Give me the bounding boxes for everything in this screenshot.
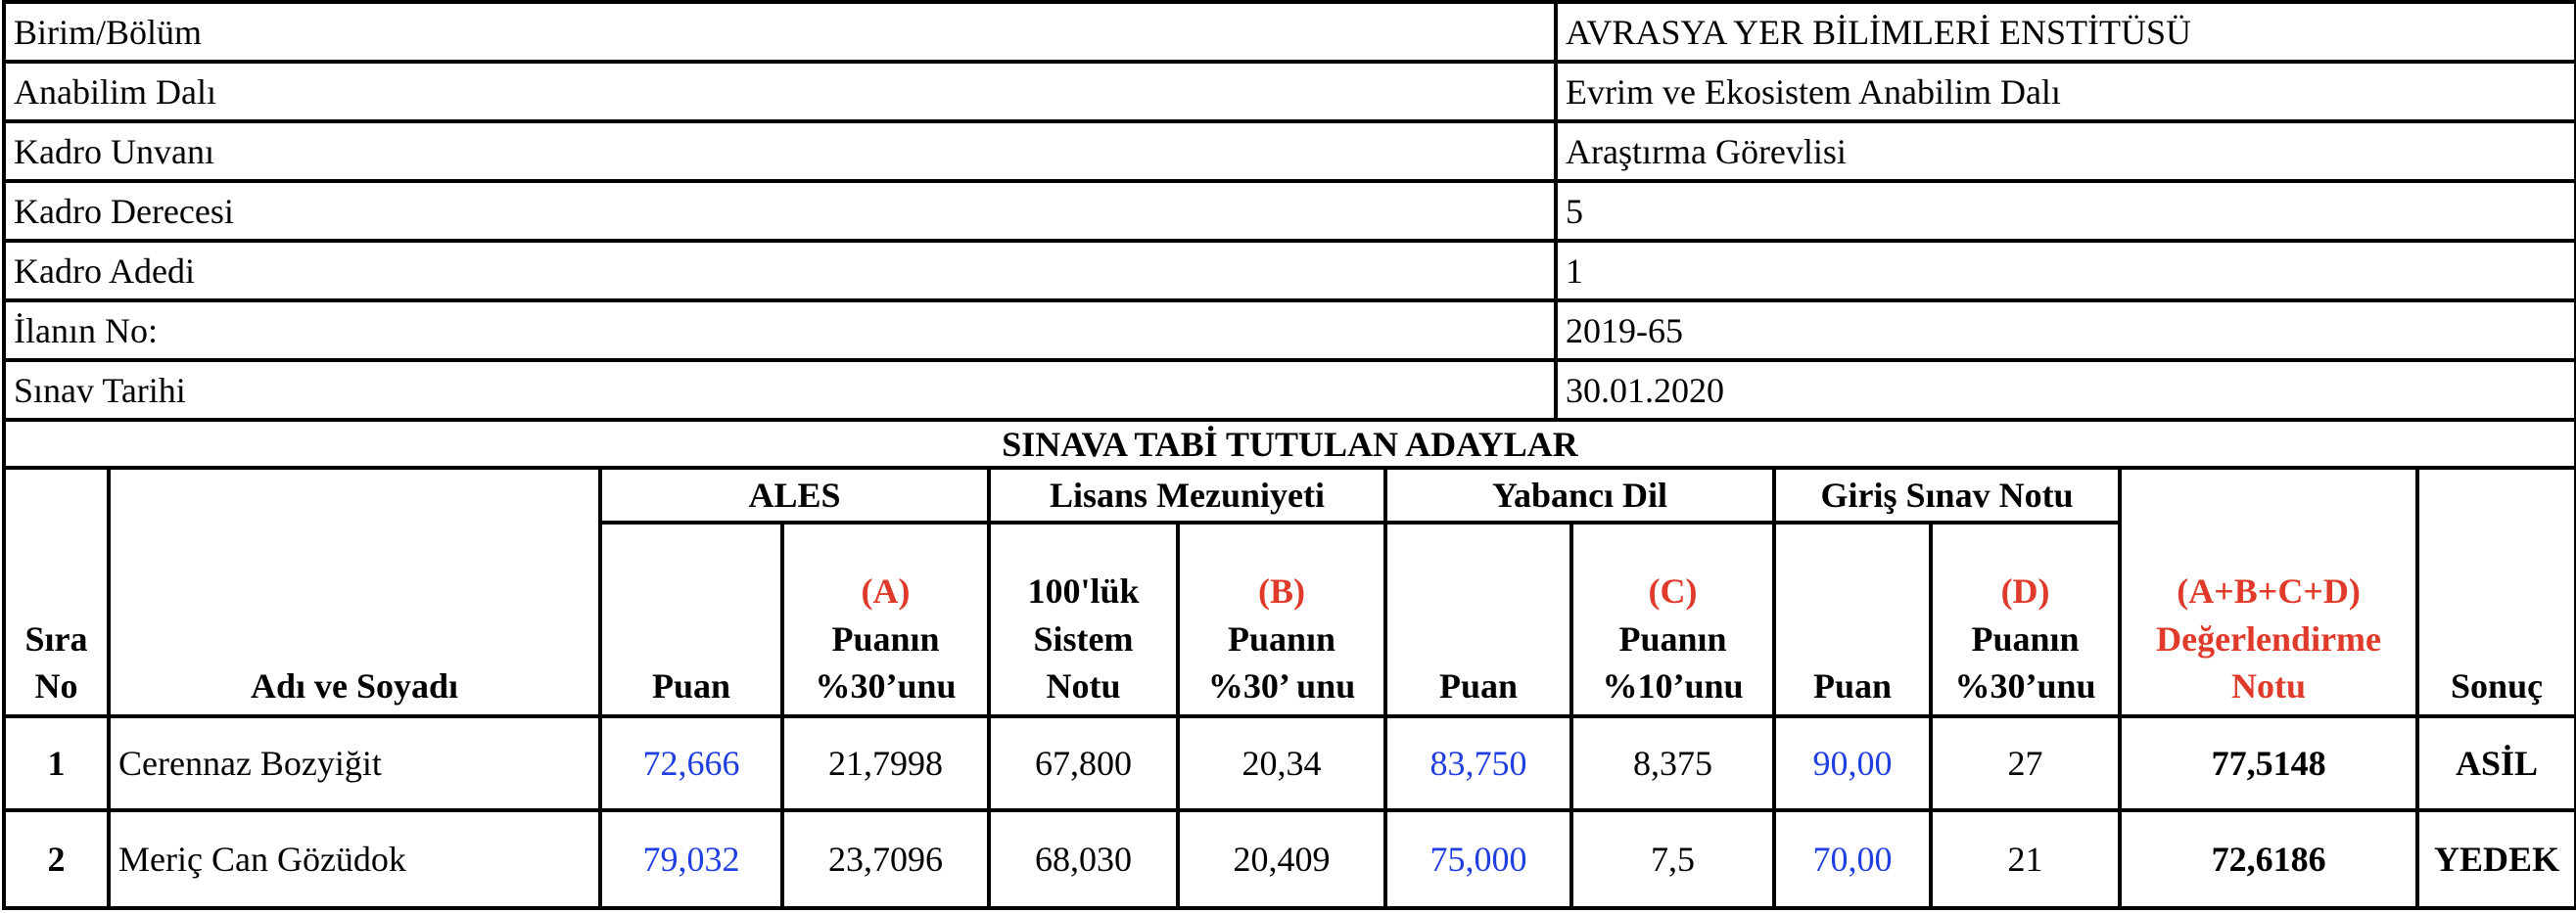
header-sira-no <box>4 468 109 716</box>
info-row <box>4 121 2576 181</box>
candidate-ales-a: 23,7096 <box>782 810 989 908</box>
candidate-name: Meriç Can Gözüdok <box>109 810 600 908</box>
candidate-lisans-b: 20,34 <box>1178 716 1385 810</box>
candidate-lisans-b: 20,409 <box>1178 810 1385 908</box>
header-100-line1: 100'lük <box>1027 571 1140 612</box>
header-giris-puan: Puan <box>1774 523 1931 716</box>
header-group-giris: Giriş Sınav Notu <box>1774 468 2120 523</box>
info-label: Sınav Tarihi <box>4 360 1556 420</box>
info-row <box>4 62 2576 121</box>
candidate-ales-puan: 72,666 <box>600 716 782 810</box>
header-lisans-100 <box>989 523 1178 716</box>
candidate-dil-puan: 83,750 <box>1385 716 1571 810</box>
header-total <box>2120 468 2417 716</box>
header-sira-line1: Sıra <box>24 618 88 659</box>
header-dil-c <box>1571 523 1774 716</box>
candidates-table <box>2 466 2576 910</box>
candidate-total: 77,5148 <box>2120 716 2417 810</box>
header-c-line1: Puanın <box>1618 618 1727 659</box>
candidate-name: Cerennaz Bozyiğit <box>109 716 600 810</box>
header-a-line1: Puanın <box>831 618 940 659</box>
header-a-line2: %30’unu <box>815 666 957 707</box>
info-label: Kadro Adedi <box>4 241 1556 300</box>
candidate-row <box>4 716 2576 810</box>
info-table-body <box>4 2 2576 468</box>
info-value: AVRASYA YER BİLİMLERİ ENSTİTÜSÜ <box>1556 2 2576 62</box>
header-dil-puan: Puan <box>1385 523 1571 716</box>
candidate-giris-puan: 90,00 <box>1774 716 1931 810</box>
info-value: Araştırma Görevlisi <box>1556 121 2576 181</box>
header-result: Sonuç <box>2417 468 2576 716</box>
info-value: 5 <box>1556 181 2576 241</box>
candidate-ales-puan: 79,032 <box>600 810 782 908</box>
candidate-dil-c: 8,375 <box>1571 716 1774 810</box>
header-d-line1: Puanın <box>1971 618 2080 659</box>
header-group-lisans: Lisans Mezuniyeti <box>989 468 1385 523</box>
header-group-dil: Yabancı Dil <box>1385 468 1774 523</box>
header-b-letter: (B) <box>1258 571 1306 612</box>
candidate-result: ASİL <box>2417 716 2576 810</box>
header-total-line3: Notu <box>2231 666 2307 707</box>
candidates-header <box>4 468 2576 716</box>
header-d-letter: (D) <box>2000 571 2050 612</box>
header-giris-d <box>1931 523 2120 716</box>
header-c-letter: (C) <box>1648 571 1698 612</box>
header-b-line1: Puanın <box>1227 618 1336 659</box>
header-sira-line2: No <box>34 666 78 707</box>
candidate-lisans-100: 67,800 <box>989 716 1178 810</box>
section-title-row <box>4 420 2576 468</box>
info-label: Kadro Derecesi <box>4 181 1556 241</box>
header-c-line2: %10’unu <box>1602 666 1744 707</box>
info-row <box>4 181 2576 241</box>
candidate-giris-puan: 70,00 <box>1774 810 1931 908</box>
info-row <box>4 360 2576 420</box>
candidate-result: YEDEK <box>2417 810 2576 908</box>
section-title: SINAVA TABİ TUTULAN ADAYLAR <box>4 420 2576 468</box>
candidate-dil-puan: 75,000 <box>1385 810 1571 908</box>
candidate-no: 2 <box>4 810 109 908</box>
header-name: Adı ve Soyadı <box>109 468 600 716</box>
info-row <box>4 241 2576 300</box>
header-lisans-b <box>1178 523 1385 716</box>
info-label: İlanın No: <box>4 300 1556 360</box>
candidate-giris-d: 21 <box>1931 810 2120 908</box>
candidate-row <box>4 810 2576 908</box>
header-ales-puan: Puan <box>600 523 782 716</box>
info-value: 2019-65 <box>1556 300 2576 360</box>
header-total-line1: (A+B+C+D) <box>2177 571 2361 612</box>
candidate-total: 72,6186 <box>2120 810 2417 908</box>
info-row <box>4 2 2576 62</box>
info-label: Anabilim Dalı <box>4 62 1556 121</box>
header-a-letter: (A) <box>861 571 911 612</box>
candidate-no: 1 <box>4 716 109 810</box>
candidate-giris-d: 27 <box>1931 716 2120 810</box>
header-100-line2: Sistem <box>1033 618 1134 659</box>
info-value: Evrim ve Ekosistem Anabilim Dalı <box>1556 62 2576 121</box>
header-100-line3: Notu <box>1046 666 1121 707</box>
candidates-body <box>4 716 2576 908</box>
candidate-ales-a: 21,7998 <box>782 716 989 810</box>
info-value: 30.01.2020 <box>1556 360 2576 420</box>
header-group-ales: ALES <box>600 468 989 523</box>
header-ales-a <box>782 523 989 716</box>
info-row <box>4 300 2576 360</box>
candidate-lisans-100: 68,030 <box>989 810 1178 908</box>
info-label: Kadro Unvanı <box>4 121 1556 181</box>
header-b-line2: %30’ unu <box>1207 666 1356 707</box>
header-d-line2: %30’unu <box>1954 666 2096 707</box>
info-label: Birim/Bölüm <box>4 2 1556 62</box>
info-table <box>2 0 2576 470</box>
header-total-line2: Değerlendirme <box>2156 618 2382 659</box>
candidate-dil-c: 7,5 <box>1571 810 1774 908</box>
info-value: 1 <box>1556 241 2576 300</box>
